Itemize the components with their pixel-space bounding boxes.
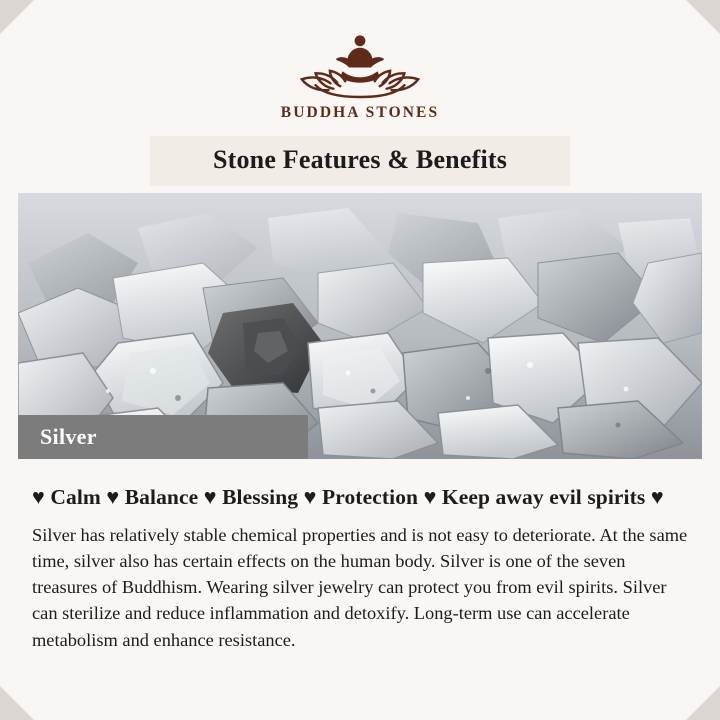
stone-description: Silver has relatively stable chemical properties and is not easy to deteriorate. At the same time, silver also has certain effects on the human body. Silver is one of the seven treasures of Buddhism. Wearing silver jewelry can protect you from evil spirits. Silver can sterilize and reduce inflammation and detoxify. Long-term use can accelerate metabolism and enhance resistance. <box>32 525 688 650</box>
hero-image <box>18 193 702 459</box>
benefit-keywords: ♥ Calm ♥ Balance ♥ Blessing ♥ Protection ♥ Keep away evil spirits ♥ <box>32 485 664 509</box>
stone-name-badge <box>18 415 308 459</box>
brand-logo <box>0 0 720 122</box>
corner-notch-bottom-right <box>686 686 720 720</box>
corner-notch-bottom-left <box>0 686 34 720</box>
stone-benefits-content <box>18 459 702 653</box>
stone-name: Silver <box>40 424 97 449</box>
page-title: Stone Features & Benefits <box>212 145 508 174</box>
lotus-meditation-icon <box>285 26 435 100</box>
section-title-band <box>150 136 570 186</box>
brand-name: BUDDHA STONES <box>280 104 440 121</box>
